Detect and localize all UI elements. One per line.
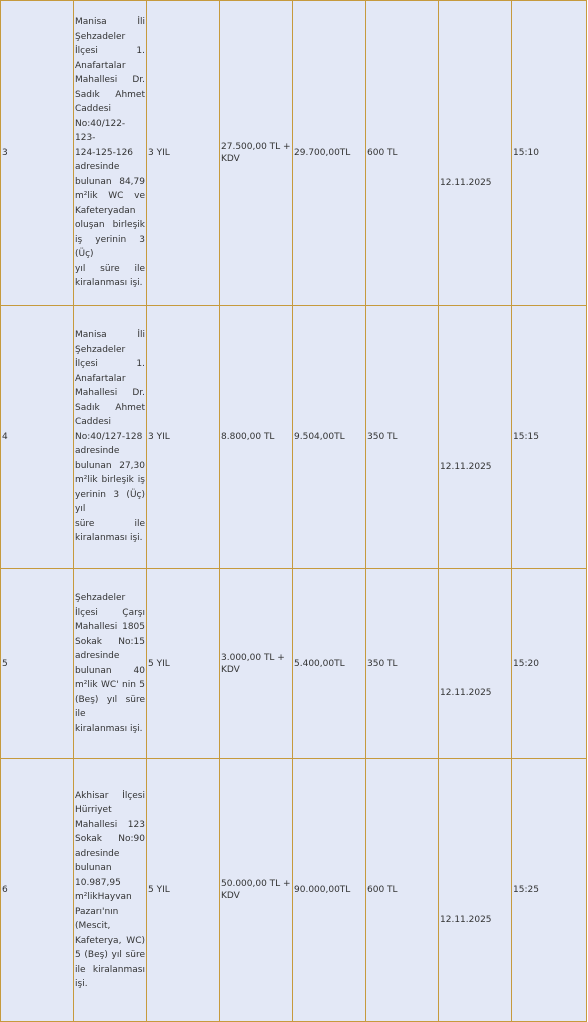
description-line: ile kiralanması (75, 964, 145, 975)
total-cell: 90.000,00TL (293, 759, 366, 1022)
price-cell: 27.500,00 TL + KDV (220, 1, 293, 306)
description-line: Kafeteryadan (75, 205, 136, 216)
description-line: bulunan (75, 863, 112, 873)
deposit-cell: 350 TL (366, 569, 439, 759)
description-line: Mahallesi 123 (75, 819, 145, 830)
description-line: yıl süre ile (75, 263, 145, 274)
description-line: Şehzadeler (75, 593, 126, 603)
description-line: kiralanması işi. (75, 278, 143, 289)
description-line: adresinde (75, 162, 120, 173)
description-line: (Mescit, (75, 921, 111, 931)
table-row (1, 1, 587, 306)
description-cell (74, 569, 147, 759)
deposit-cell: 600 TL (366, 1, 439, 306)
description-line: Caddesi (75, 104, 111, 115)
description-line: bulunan 84,79 (75, 176, 145, 187)
description-line: Şehzadeler (75, 344, 126, 355)
description-line: bulunan 27,30 (75, 460, 145, 471)
total-cell: 29.700,00TL (293, 1, 366, 306)
time-cell: 15:20 (512, 569, 587, 759)
time-cell: 15:15 (512, 306, 587, 569)
deposit-cell: 600 TL (366, 759, 439, 1022)
description-line: Mahallesi Dr. (75, 388, 145, 399)
table-row (1, 569, 587, 759)
description-line: Şehzadeler (75, 31, 126, 42)
table-row (1, 306, 587, 569)
description-line: 124-125-126 (75, 147, 134, 158)
description-line: yerinin 3 (Üç) yıl (75, 489, 145, 515)
description-line: Sokak No:15 (75, 636, 145, 647)
description-line: Manisa İli (75, 330, 145, 341)
total-cell: 5.400,00TL (293, 569, 366, 759)
row-number-cell: 4 (1, 306, 74, 569)
description-cell (74, 306, 147, 569)
price-cell: 8.800,00 TL (220, 306, 293, 569)
description-line: Sadık Ahmet (75, 402, 145, 413)
date-cell: 12.11.2025 (439, 306, 512, 569)
description-line: Anafartalar (75, 373, 126, 384)
period-cell: 5 YIL (147, 759, 220, 1022)
price-cell: 50.000,00 TL + KDV (220, 759, 293, 1022)
deposit-cell: 350 TL (366, 306, 439, 569)
date-cell: 12.11.2025 (439, 759, 512, 1022)
description-line: iş yerinin 3 (Üç) (75, 234, 145, 260)
description-line: m²lik WC' nin 5 (75, 680, 145, 690)
description-line: m²lik birleşik iş (75, 475, 145, 486)
description-line: kiralanması işi. (75, 723, 143, 734)
description-line: oluşan birleşik (75, 220, 145, 231)
row-number-cell: 5 (1, 569, 74, 759)
description-line: Sadık Ahmet (75, 89, 145, 100)
date-cell: 12.11.2025 (439, 569, 512, 759)
period-cell: 3 YIL (147, 1, 220, 306)
description-line: (Beş) yıl süre ile (75, 694, 145, 719)
description-line: Pazarı'nın (75, 906, 119, 917)
description-line: kiralanması işi. (75, 533, 143, 544)
description-line: süre ile (75, 518, 145, 529)
description-line: işi. (75, 979, 88, 989)
description-line: No:40/122-123- (75, 118, 126, 144)
description-line: Akhisar İlçesi (75, 790, 145, 801)
description-line: m²likHayvan (75, 892, 132, 902)
time-cell: 15:10 (512, 1, 587, 306)
description-line: Caddesi (75, 417, 111, 428)
description-line: No:40/127-128 (75, 431, 143, 442)
total-cell: 9.504,00TL (293, 306, 366, 569)
description-line: İlçesi 1. (75, 359, 145, 370)
time-cell: 15:25 (512, 759, 587, 1022)
description-line: bulunan 40 (75, 665, 145, 676)
description-line: Kafeterya, WC) (75, 935, 145, 946)
description-line: Mahallesi Dr. (75, 75, 145, 86)
period-cell: 3 YIL (147, 306, 220, 569)
description-line: İlçesi 1. (75, 46, 145, 57)
description-cell (74, 759, 147, 1022)
description-cell (74, 1, 147, 306)
description-line: m²lik WC ve (75, 191, 145, 202)
row-number-cell: 6 (1, 759, 74, 1022)
table-row (1, 759, 587, 1022)
description-line: Anafartalar (75, 60, 126, 71)
description-line: Manisa İli (75, 17, 145, 28)
description-line: Hürriyet (75, 805, 112, 815)
description-line: 5 (Beş) yıl süre (75, 950, 145, 960)
description-line: Sokak No:90 (75, 834, 145, 844)
row-number-cell: 3 (1, 1, 74, 306)
table-body (1, 1, 587, 1022)
description-line: Mahallesi 1805 (75, 622, 145, 632)
price-cell: 3.000,00 TL + KDV (220, 569, 293, 759)
period-cell: 5 YIL (147, 569, 220, 759)
date-cell: 12.11.2025 (439, 1, 512, 306)
description-line: adresinde (75, 446, 120, 457)
description-line: İlçesi Çarşı (75, 607, 145, 618)
description-line: adresinde (75, 848, 120, 859)
description-line: adresinde (75, 651, 120, 661)
description-line: 10.987,95 (75, 877, 121, 888)
